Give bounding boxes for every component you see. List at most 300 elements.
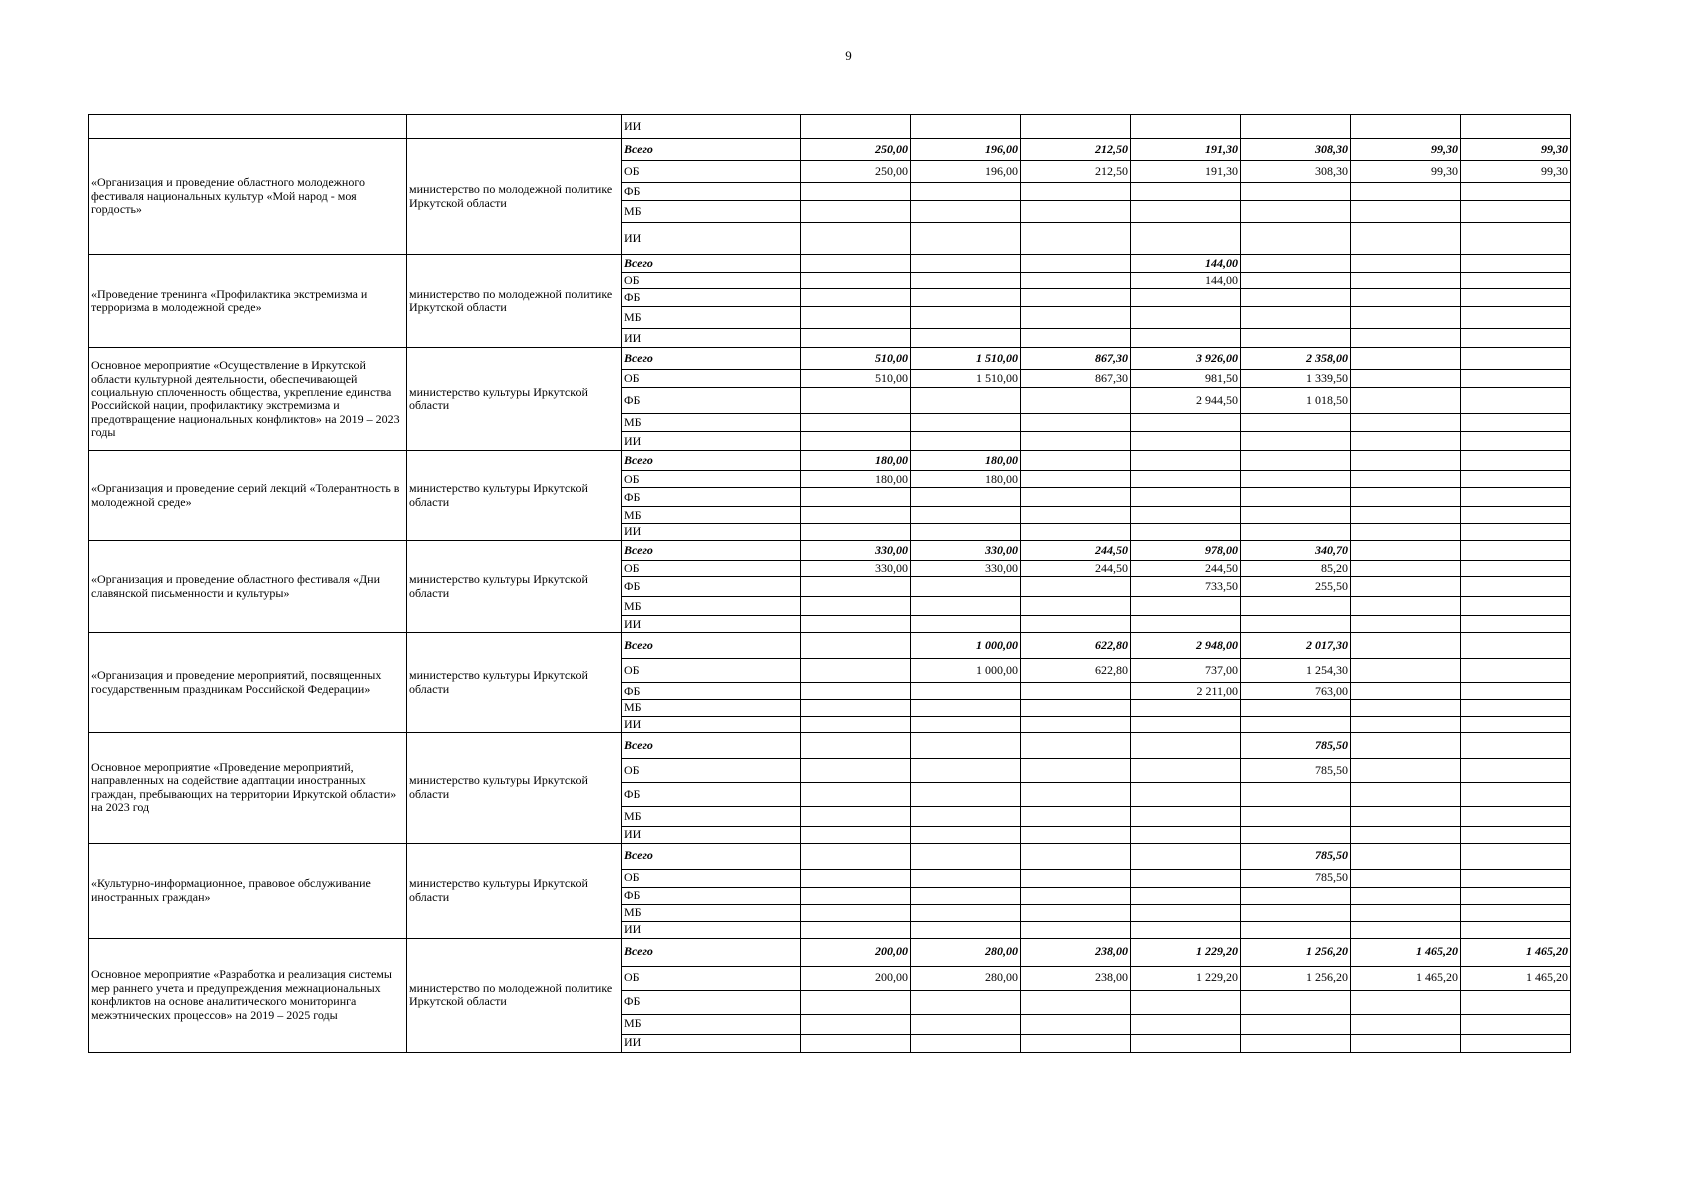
value-cell: 733,50	[1131, 577, 1241, 597]
value-cell	[1021, 869, 1131, 887]
source-cell: МБ	[622, 414, 801, 432]
value-cell: 280,00	[911, 938, 1021, 966]
value-cell	[911, 183, 1021, 201]
value-cell	[1461, 843, 1571, 869]
source-cell: МБ	[622, 807, 801, 827]
value-cell	[1241, 414, 1351, 432]
source-cell: ОБ	[622, 161, 801, 183]
value-cell	[1241, 507, 1351, 524]
value-cell	[1021, 451, 1131, 471]
value-cell	[1131, 616, 1241, 633]
value-cell	[1131, 990, 1241, 1014]
value-cell: 330,00	[911, 560, 1021, 576]
value-cell	[1351, 683, 1461, 700]
value-cell: 340,70	[1241, 540, 1351, 560]
value-cell: 212,50	[1021, 161, 1131, 183]
value-cell	[1131, 869, 1241, 887]
value-cell: 1 229,20	[1131, 938, 1241, 966]
value-cell: 2 944,50	[1131, 388, 1241, 414]
value-cell	[911, 524, 1021, 540]
value-cell: 867,30	[1021, 348, 1131, 370]
value-cell: 280,00	[911, 966, 1021, 990]
value-cell	[1241, 201, 1351, 223]
value-cell: 1 465,20	[1351, 938, 1461, 966]
value-cell	[1131, 1014, 1241, 1034]
value-cell: 1 256,20	[1241, 938, 1351, 966]
executor-cell	[407, 115, 622, 139]
value-cell: 1 254,30	[1241, 659, 1351, 683]
value-cell	[1131, 759, 1241, 783]
value-cell	[911, 388, 1021, 414]
value-cell	[1351, 388, 1461, 414]
block-total-row	[89, 255, 1571, 273]
source-cell: ФБ	[622, 887, 801, 904]
executor-name: министерство по молодежной политике Иркутской области	[407, 139, 622, 255]
source-cell: ОБ	[622, 471, 801, 488]
value-cell	[1351, 633, 1461, 659]
value-cell	[911, 759, 1021, 783]
value-cell	[1351, 1014, 1461, 1034]
value-cell	[1351, 807, 1461, 827]
value-cell	[1021, 921, 1131, 938]
value-cell	[1461, 683, 1571, 700]
value-cell	[801, 921, 911, 938]
value-cell	[801, 887, 911, 904]
source-cell: ФБ	[622, 577, 801, 597]
executor-name: министерство культуры Иркутской области	[407, 451, 622, 540]
value-cell	[1461, 633, 1571, 659]
value-cell	[1131, 471, 1241, 488]
source-cell: Всего	[622, 843, 801, 869]
value-cell: 2 948,00	[1131, 633, 1241, 659]
source-cell: ИИ	[622, 524, 801, 540]
value-cell	[801, 488, 911, 507]
value-cell	[1461, 827, 1571, 843]
source-cell: МБ	[622, 1014, 801, 1034]
value-cell	[801, 524, 911, 540]
value-cell	[801, 1034, 911, 1052]
value-cell	[801, 597, 911, 616]
value-cell	[1351, 451, 1461, 471]
block-total-row	[89, 938, 1571, 966]
source-cell: ИИ	[622, 329, 801, 348]
value-cell	[1021, 700, 1131, 716]
value-cell	[1131, 843, 1241, 869]
value-cell	[911, 1034, 1021, 1052]
value-cell: 250,00	[801, 161, 911, 183]
value-cell	[1131, 807, 1241, 827]
value-cell	[1241, 1034, 1351, 1052]
value-cell: 191,30	[1131, 161, 1241, 183]
source-cell: ИИ	[622, 921, 801, 938]
value-cell	[1021, 783, 1131, 807]
value-cell	[1021, 524, 1131, 540]
value-cell: 196,00	[911, 139, 1021, 161]
value-cell	[1131, 183, 1241, 201]
source-cell: ФБ	[622, 783, 801, 807]
value-cell	[1461, 115, 1571, 139]
value-cell	[1461, 540, 1571, 560]
value-cell	[1461, 432, 1571, 451]
value-cell	[911, 507, 1021, 524]
value-cell	[1461, 370, 1571, 388]
value-cell: 99,30	[1461, 139, 1571, 161]
value-cell	[801, 507, 911, 524]
value-cell	[1461, 451, 1571, 471]
value-cell: 99,30	[1351, 139, 1461, 161]
source-cell: Всего	[622, 733, 801, 759]
value-cell	[1131, 223, 1241, 255]
value-cell	[911, 733, 1021, 759]
value-cell	[1461, 183, 1571, 201]
value-cell	[1021, 990, 1131, 1014]
executor-name: министерство культуры Иркутской области	[407, 540, 622, 632]
value-cell	[911, 921, 1021, 938]
value-cell	[801, 577, 911, 597]
value-cell	[1461, 1014, 1571, 1034]
value-cell	[1241, 990, 1351, 1014]
value-cell	[1241, 115, 1351, 139]
value-cell: 737,00	[1131, 659, 1241, 683]
value-cell	[1241, 183, 1351, 201]
source-cell: Всего	[622, 633, 801, 659]
source-cell: Всего	[622, 255, 801, 273]
source-cell: ИИ	[622, 432, 801, 451]
value-cell	[1021, 759, 1131, 783]
value-cell	[1021, 507, 1131, 524]
value-cell: 144,00	[1131, 273, 1241, 289]
value-cell	[801, 414, 911, 432]
activity-name: «Организация и проведение областного фестиваля «Дни славянской письменности и культуры»	[89, 540, 407, 632]
source-cell: МБ	[622, 307, 801, 329]
source-cell: ИИ	[622, 827, 801, 843]
value-cell: 1 510,00	[911, 370, 1021, 388]
source-cell: ИИ	[622, 616, 801, 633]
value-cell	[1021, 255, 1131, 273]
page-number: 9	[845, 48, 852, 63]
value-cell	[911, 255, 1021, 273]
activity-name: «Организация и проведение областного молодежного фестиваля национальных культур «Мой народ - моя гордость»	[89, 139, 407, 255]
source-cell: ИИ	[622, 716, 801, 732]
source-cell: ОБ	[622, 370, 801, 388]
value-cell: 1 465,20	[1461, 938, 1571, 966]
value-cell	[1241, 887, 1351, 904]
value-cell: 200,00	[801, 938, 911, 966]
value-cell	[1351, 507, 1461, 524]
value-cell	[1351, 488, 1461, 507]
value-cell	[801, 843, 911, 869]
value-cell	[1131, 783, 1241, 807]
value-cell	[911, 597, 1021, 616]
value-cell: 622,80	[1021, 633, 1131, 659]
value-cell	[1461, 659, 1571, 683]
value-cell	[801, 904, 911, 921]
value-cell	[1351, 560, 1461, 576]
activity-name: «Организация и проведение мероприятий, посвященных государственным праздникам Российской Федерации»	[89, 633, 407, 733]
value-cell	[1461, 289, 1571, 307]
funding-table	[88, 114, 1571, 1053]
value-cell	[1351, 329, 1461, 348]
value-cell	[911, 414, 1021, 432]
value-cell	[1351, 700, 1461, 716]
value-cell	[1461, 560, 1571, 576]
value-cell: 308,30	[1241, 161, 1351, 183]
value-cell	[1021, 414, 1131, 432]
block-total-row	[89, 139, 1571, 161]
value-cell	[1461, 887, 1571, 904]
source-cell: МБ	[622, 597, 801, 616]
value-cell	[1021, 201, 1131, 223]
value-cell	[1241, 329, 1351, 348]
value-cell	[1241, 524, 1351, 540]
value-cell	[1461, 807, 1571, 827]
value-cell	[1021, 807, 1131, 827]
value-cell	[1021, 471, 1131, 488]
value-cell	[801, 733, 911, 759]
value-cell	[801, 683, 911, 700]
value-cell	[1351, 524, 1461, 540]
value-cell	[1351, 716, 1461, 732]
value-cell: 255,50	[1241, 577, 1351, 597]
value-cell	[1351, 733, 1461, 759]
value-cell	[1461, 783, 1571, 807]
value-cell	[1461, 507, 1571, 524]
value-cell: 1 256,20	[1241, 966, 1351, 990]
value-cell	[1241, 307, 1351, 329]
value-cell: 330,00	[801, 560, 911, 576]
source-cell: ИИ	[622, 223, 801, 255]
value-cell	[911, 432, 1021, 451]
value-cell: 250,00	[801, 139, 911, 161]
value-cell: 867,30	[1021, 370, 1131, 388]
value-cell	[1351, 414, 1461, 432]
value-cell: 85,20	[1241, 560, 1351, 576]
value-cell	[1241, 783, 1351, 807]
value-cell: 180,00	[801, 471, 911, 488]
block-total-row	[89, 733, 1571, 759]
value-cell	[801, 990, 911, 1014]
value-cell: 1 018,50	[1241, 388, 1351, 414]
value-cell	[1131, 733, 1241, 759]
value-cell	[1131, 904, 1241, 921]
activity-name: Основное мероприятие «Проведение мероприятий, направленных на содействие адаптации иностранных граждан, пребывающих на территории Иркутской области» на 2023 год	[89, 733, 407, 843]
value-cell	[801, 827, 911, 843]
value-cell	[1351, 759, 1461, 783]
value-cell	[1351, 432, 1461, 451]
value-cell	[1351, 115, 1461, 139]
value-cell	[1461, 388, 1571, 414]
value-cell	[911, 577, 1021, 597]
value-cell	[801, 1014, 911, 1034]
value-cell	[1241, 921, 1351, 938]
value-cell	[1351, 827, 1461, 843]
block-total-row	[89, 451, 1571, 471]
value-cell: 330,00	[911, 540, 1021, 560]
value-cell	[1351, 273, 1461, 289]
value-cell	[801, 388, 911, 414]
value-cell	[1351, 540, 1461, 560]
value-cell	[1021, 843, 1131, 869]
value-cell	[911, 329, 1021, 348]
value-cell	[801, 783, 911, 807]
value-cell	[1021, 273, 1131, 289]
block-total-row	[89, 540, 1571, 560]
value-cell	[1131, 115, 1241, 139]
value-cell	[911, 223, 1021, 255]
executor-name: министерство культуры Иркутской области	[407, 843, 622, 938]
value-cell	[1021, 716, 1131, 732]
value-cell	[1241, 616, 1351, 633]
value-cell	[1021, 289, 1131, 307]
value-cell: 763,00	[1241, 683, 1351, 700]
value-cell	[1131, 329, 1241, 348]
activity-name: Основное мероприятие «Разработка и реализация системы мер раннего учета и предупреждения межнациональных конфликтов на основе аналитического мониторинга межэтнических процессов» на 2019 – 2025 годы	[89, 938, 407, 1052]
value-cell	[1351, 887, 1461, 904]
value-cell	[801, 432, 911, 451]
value-cell	[801, 201, 911, 223]
value-cell	[1021, 388, 1131, 414]
value-cell	[1351, 577, 1461, 597]
source-cell: ФБ	[622, 183, 801, 201]
value-cell	[1461, 255, 1571, 273]
value-cell	[801, 307, 911, 329]
value-cell	[1351, 255, 1461, 273]
value-cell	[801, 289, 911, 307]
value-cell	[1021, 307, 1131, 329]
value-cell	[801, 869, 911, 887]
value-cell	[1241, 1014, 1351, 1034]
value-cell: 1 339,50	[1241, 370, 1351, 388]
source-cell: Всего	[622, 540, 801, 560]
source-cell: МБ	[622, 700, 801, 716]
table-row	[89, 115, 1571, 139]
executor-name: министерство по молодежной политике Иркутской области	[407, 255, 622, 348]
value-cell	[911, 307, 1021, 329]
value-cell	[911, 683, 1021, 700]
value-cell	[1131, 887, 1241, 904]
value-cell	[1461, 348, 1571, 370]
value-cell	[1461, 471, 1571, 488]
source-cell: МБ	[622, 507, 801, 524]
value-cell	[1241, 700, 1351, 716]
value-cell	[1351, 990, 1461, 1014]
value-cell	[911, 273, 1021, 289]
value-cell	[1461, 733, 1571, 759]
value-cell	[1351, 597, 1461, 616]
value-cell: 2 211,00	[1131, 683, 1241, 700]
executor-name: министерство культуры Иркутской области	[407, 348, 622, 451]
value-cell	[1241, 597, 1351, 616]
value-cell	[1241, 223, 1351, 255]
value-cell	[911, 289, 1021, 307]
value-cell	[1461, 223, 1571, 255]
value-cell	[801, 659, 911, 683]
value-cell	[911, 616, 1021, 633]
source-cell: ИИ	[622, 1034, 801, 1052]
value-cell: 196,00	[911, 161, 1021, 183]
value-cell: 785,50	[1241, 759, 1351, 783]
value-cell	[1021, 488, 1131, 507]
value-cell: 978,00	[1131, 540, 1241, 560]
value-cell	[1461, 597, 1571, 616]
value-cell	[1241, 471, 1351, 488]
source-cell: ОБ	[622, 659, 801, 683]
value-cell	[1131, 451, 1241, 471]
value-cell: 330,00	[801, 540, 911, 560]
value-cell	[801, 633, 911, 659]
value-cell: 622,80	[1021, 659, 1131, 683]
value-cell	[1131, 201, 1241, 223]
value-cell	[911, 115, 1021, 139]
value-cell: 510,00	[801, 370, 911, 388]
value-cell	[1021, 115, 1131, 139]
value-cell: 99,30	[1461, 161, 1571, 183]
value-cell	[1131, 307, 1241, 329]
value-cell	[1461, 488, 1571, 507]
value-cell	[1351, 289, 1461, 307]
source-cell: ИИ	[622, 115, 801, 139]
value-cell	[1021, 597, 1131, 616]
value-cell	[801, 759, 911, 783]
value-cell	[801, 273, 911, 289]
value-cell	[1021, 183, 1131, 201]
value-cell	[1351, 307, 1461, 329]
value-cell: 1 000,00	[911, 633, 1021, 659]
name-cell	[89, 115, 407, 139]
activity-name: «Проведение тренинга «Профилактика экстремизма и терроризма в молодежной среде»	[89, 255, 407, 348]
value-cell	[1461, 329, 1571, 348]
source-cell: ОБ	[622, 759, 801, 783]
value-cell	[1351, 471, 1461, 488]
value-cell	[1131, 597, 1241, 616]
value-cell	[1021, 827, 1131, 843]
value-cell: 200,00	[801, 966, 911, 990]
value-cell	[1461, 716, 1571, 732]
value-cell	[1021, 223, 1131, 255]
value-cell	[1021, 577, 1131, 597]
source-cell: Всего	[622, 451, 801, 471]
value-cell	[1131, 700, 1241, 716]
value-cell	[911, 201, 1021, 223]
executor-name: министерство по молодежной политике Иркутской области	[407, 938, 622, 1052]
value-cell: 2 017,30	[1241, 633, 1351, 659]
value-cell: 180,00	[911, 471, 1021, 488]
value-cell: 244,50	[1021, 560, 1131, 576]
value-cell	[1131, 507, 1241, 524]
value-cell	[1241, 807, 1351, 827]
value-cell	[1241, 432, 1351, 451]
value-cell	[801, 115, 911, 139]
value-cell	[1241, 289, 1351, 307]
value-cell: 191,30	[1131, 139, 1241, 161]
value-cell	[911, 843, 1021, 869]
value-cell: 1 465,20	[1461, 966, 1571, 990]
value-cell	[1461, 616, 1571, 633]
value-cell: 238,00	[1021, 938, 1131, 966]
value-cell	[1461, 1034, 1571, 1052]
value-cell	[1461, 201, 1571, 223]
value-cell	[801, 807, 911, 827]
value-cell: 244,50	[1021, 540, 1131, 560]
value-cell	[1021, 1014, 1131, 1034]
value-cell	[1461, 990, 1571, 1014]
value-cell	[1461, 904, 1571, 921]
value-cell	[1241, 904, 1351, 921]
executor-name: министерство культуры Иркутской области	[407, 633, 622, 733]
value-cell: 1 000,00	[911, 659, 1021, 683]
value-cell	[1021, 887, 1131, 904]
value-cell: 2 358,00	[1241, 348, 1351, 370]
